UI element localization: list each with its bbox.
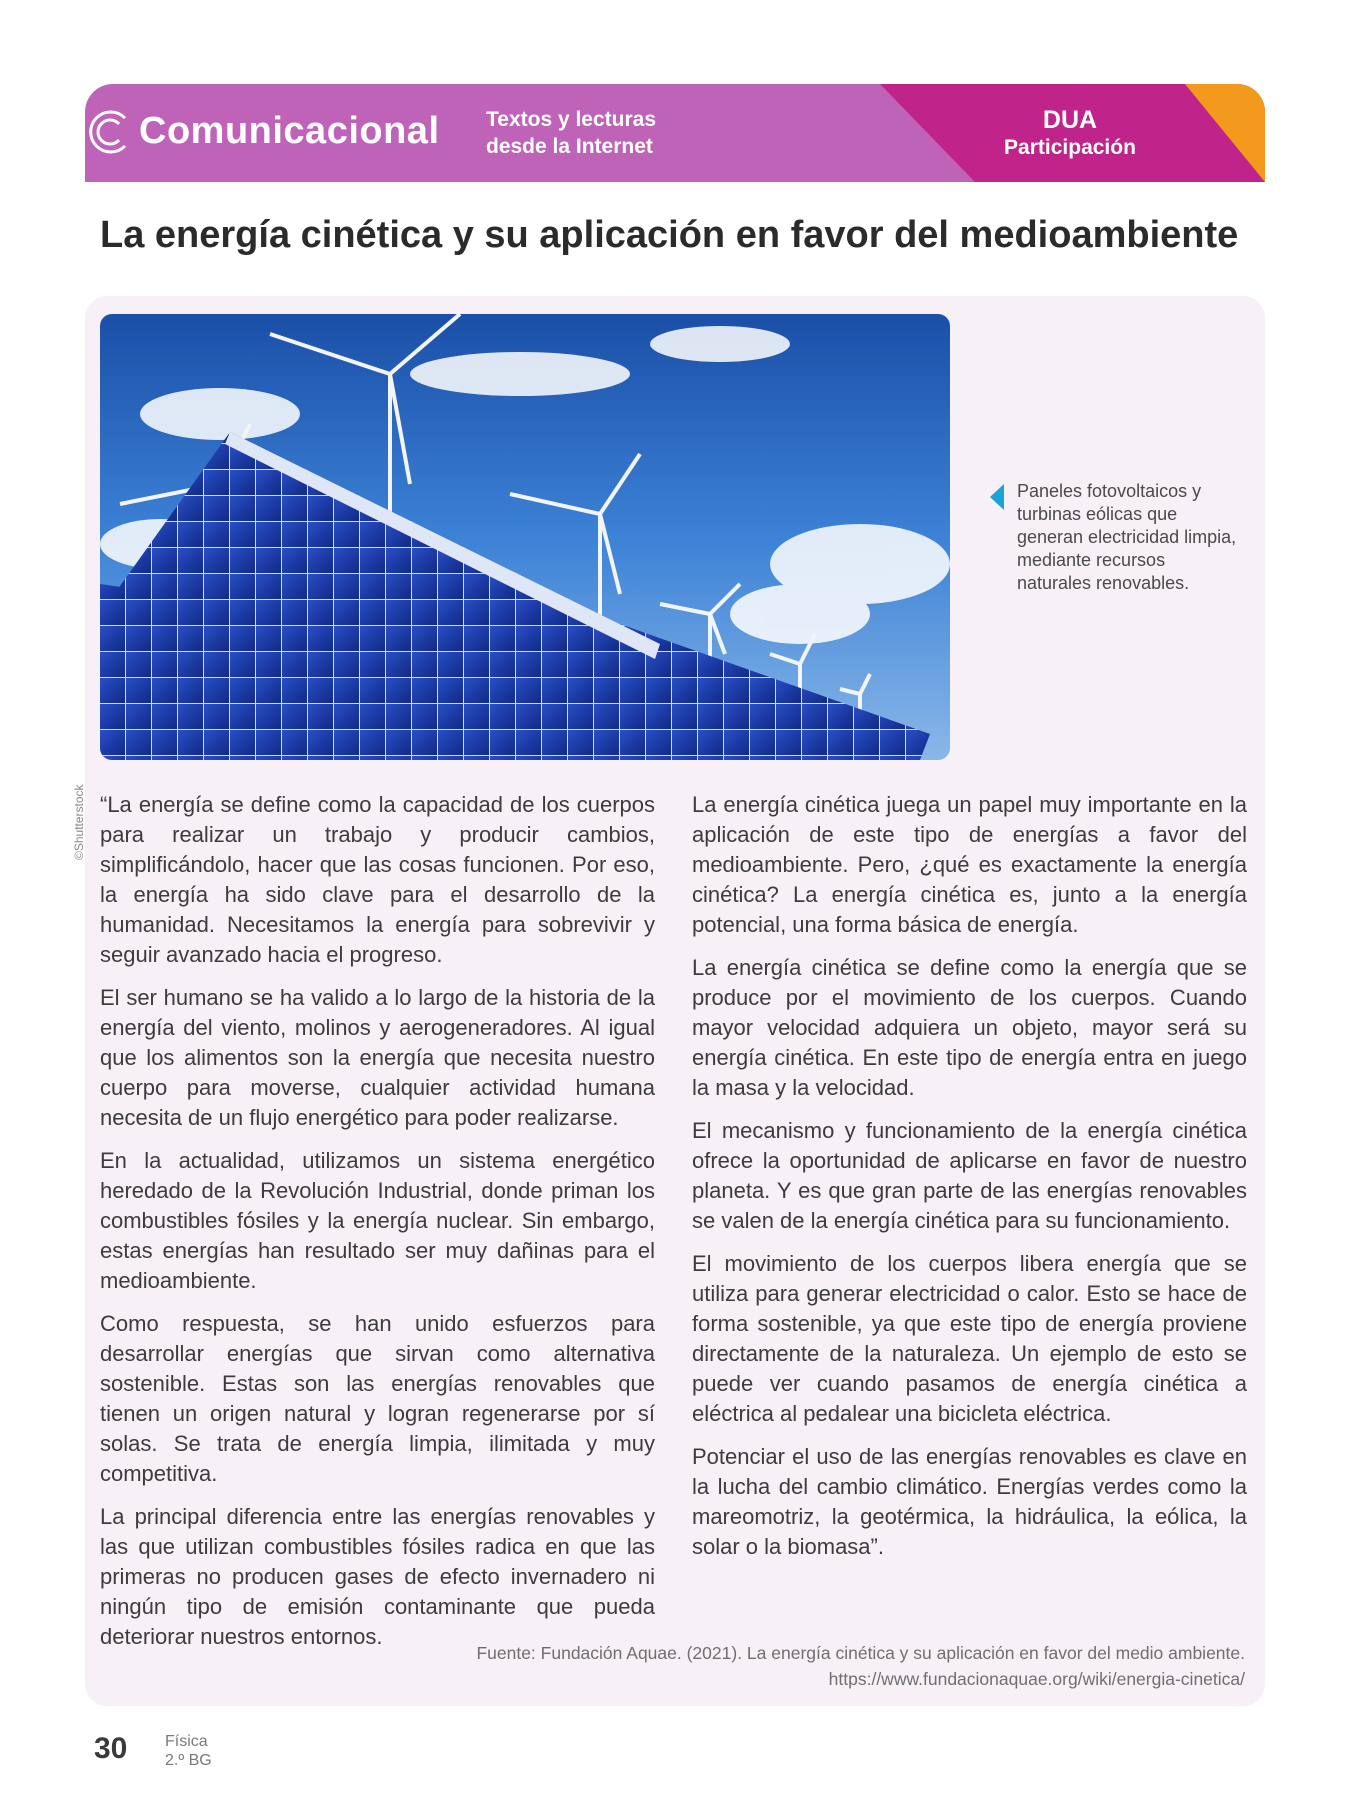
- dua-participation-label: Participación: [1004, 136, 1136, 159]
- section-subtitle: [486, 106, 656, 160]
- paragraph: “La energía se define como la capacidad de los cuerpos para realizar un trabajo y producir cambios, simplificándolo, hacer que las cosas funcionen. Por eso, la energía ha sido clave para el desarrollo de la humanidad. Necesitamos la energía para sobrevivir y seguir avanzado hacia el progreso.: [100, 792, 655, 967]
- paragraph: Potenciar el uso de las energías renovables es clave en la lucha del cambio climático. Energías verdes como la mareomotriz, la geotérmica, la hidráulica, la eólica, la solar o la biomasa”.: [692, 1444, 1247, 1559]
- solar-wind-photo: [100, 314, 950, 760]
- source-citation: [300, 1640, 1245, 1692]
- caption-arrow-icon: [990, 484, 1004, 510]
- paragraph: El mecanismo y funcionamiento de la energía cinética ofrece la oportunidad de aplicarse en favor de nuestro planeta. Y es que gran parte de las energías renovables se valen de la energía cinética para su funcionamiento.: [692, 1118, 1247, 1233]
- subject-name: Física: [165, 1733, 208, 1750]
- paragraph: El movimiento de los cuerpos libera energía que se utiliza para generar electricidad o calor. Esto se hace de forma sostenible, ya que este tipo de energía proviene directamente de la naturaleza. Un ejemplo de esto se puede ver cuando pasamos de energía cinética a eléctrica al pedalear una bicicleta eléctrica.: [692, 1251, 1247, 1426]
- text-column-left: [100, 790, 655, 1665]
- comunicacional-logo-icon: [85, 108, 133, 156]
- grade-level: 2.º BG: [165, 1752, 212, 1769]
- dua-label: DUA: [1042, 106, 1098, 134]
- subtitle-line-1: Textos y lecturas: [486, 108, 657, 131]
- photo-credit: ©Shutterstock: [72, 784, 86, 860]
- paragraph: El ser humano se ha valido a lo largo de la historia de la energía del viento, molinos y aerogeneradores. Al igual que los alimentos son la energía que necesita nuestro cuerpo para moverse, cualquier actividad humana necesita de un flujo energético para poder realizarse.: [100, 985, 655, 1130]
- paragraph: La energía cinética juega un papel muy importante en la aplicación de este tipo de energías a favor del medioambiente. Pero, ¿qué es exactamente la energía cinética? La energía cinética es, junto a la energía potencial, una forma básica de energía.: [692, 792, 1247, 937]
- footer-subject: [165, 1732, 212, 1770]
- dua-badge: [990, 106, 1150, 161]
- paragraph: La energía cinética se define como la energía que se produce por el movimiento de los cuerpos. Cuando mayor velocidad adquiera un objeto, mayor será su energía cinética. En este tipo de energía entra en juego la masa y la velocidad.: [692, 955, 1247, 1100]
- paragraph: La principal diferencia entre las energías renovables y las que utilizan combustibles fósiles radica en que las primeras no producen gases de efecto invernadero ni ningún tipo de emisión contaminante que pueda deteriorar nuestros entornos.: [100, 1504, 655, 1649]
- section-name: Comunicacional: [139, 110, 440, 152]
- source-url[interactable]: https://www.fundacionaquae.org/wiki/energia-cinetica/: [828, 1669, 1245, 1689]
- page-number: 30: [94, 1732, 128, 1765]
- section-header: [85, 84, 1265, 182]
- paragraph: Como respuesta, se han unido esfuerzos para desarrollar energías que sirvan como alternativa sostenible. Estas son las energías renovables que tienen un origen natural y logran regenerarse por sí solas. Se trata de energía limpia, ilimitada y muy competitiva.: [100, 1311, 655, 1486]
- subtitle-line-2: desde la Internet: [486, 135, 653, 158]
- page-title: La energía cinética y su aplicación en favor del medioambiente: [100, 214, 1239, 256]
- paragraph: En la actualidad, utilizamos un sistema energético heredado de la Revolución Industrial, donde priman los combustibles fósiles y la energía nuclear. Sin embargo, estas energías han resultado ser muy dañinas para el medioambiente.: [100, 1148, 655, 1293]
- source-text: Fuente: Fundación Aquae. (2021). La energía cinética y su aplicación en favor del medio ambiente.: [476, 1643, 1245, 1663]
- text-column-right: [692, 790, 1247, 1575]
- photo-caption: Paneles fotovoltaicos y turbinas eólicas que generan electricidad limpia, mediante recursos naturales renovables.: [1017, 481, 1237, 593]
